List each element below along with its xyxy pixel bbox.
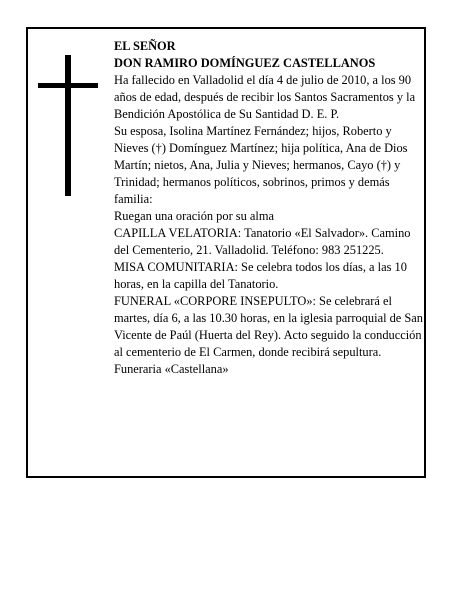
obituary-text [114, 38, 424, 378]
cross-vertical-bar [65, 55, 71, 196]
chapel-info: CAPILLA VELATORIA: Tanatorio «El Salvador». Camino del Cementerio, 21. Valladolid. Teléfono: 983 251225. [114, 226, 411, 257]
funeral-home: Funeraria «Castellana» [114, 362, 229, 376]
death-announcement: Ha fallecido en Valladolid el día 4 de julio de 2010, a los 90 años de edad, después de recibir los Santos Sacramentos y la Bendición Apostólica de Su Santidad D. E. P. [114, 73, 416, 121]
mass-info: MISA COMUNITARIA: Se celebra todos los días, a las 10 horas, en la capilla del Tanatorio. [114, 260, 407, 291]
family-list: Su esposa, Isolina Martínez Fernández; hijos, Roberto y Nieves (†) Domínguez Martínez; hija política, Ana de Dios Martín; nietos, Ana, Julia y Nieves; hermanos, Cayo (†) y Trinidad; hermanos políticos, sobrinos, primos y demás familia: [114, 124, 408, 206]
prayer-request: Ruegan una oración por su alma [114, 209, 274, 223]
funeral-info: FUNERAL «CORPORE INSEPULTO»: Se celebrará el martes, día 6, a las 10.30 horas, en la iglesia parroquial de San Vicente de Paúl (Huerta del Rey). Acto seguido la conducción al cementerio de El Carmen, donde recibirá sepultura. [114, 294, 423, 359]
deceased-name: DON RAMIRO DOMÍNGUEZ CASTELLANOS [114, 56, 376, 70]
obituary-heading: EL SEÑOR [114, 39, 176, 53]
cross-horizontal-bar [38, 83, 98, 88]
